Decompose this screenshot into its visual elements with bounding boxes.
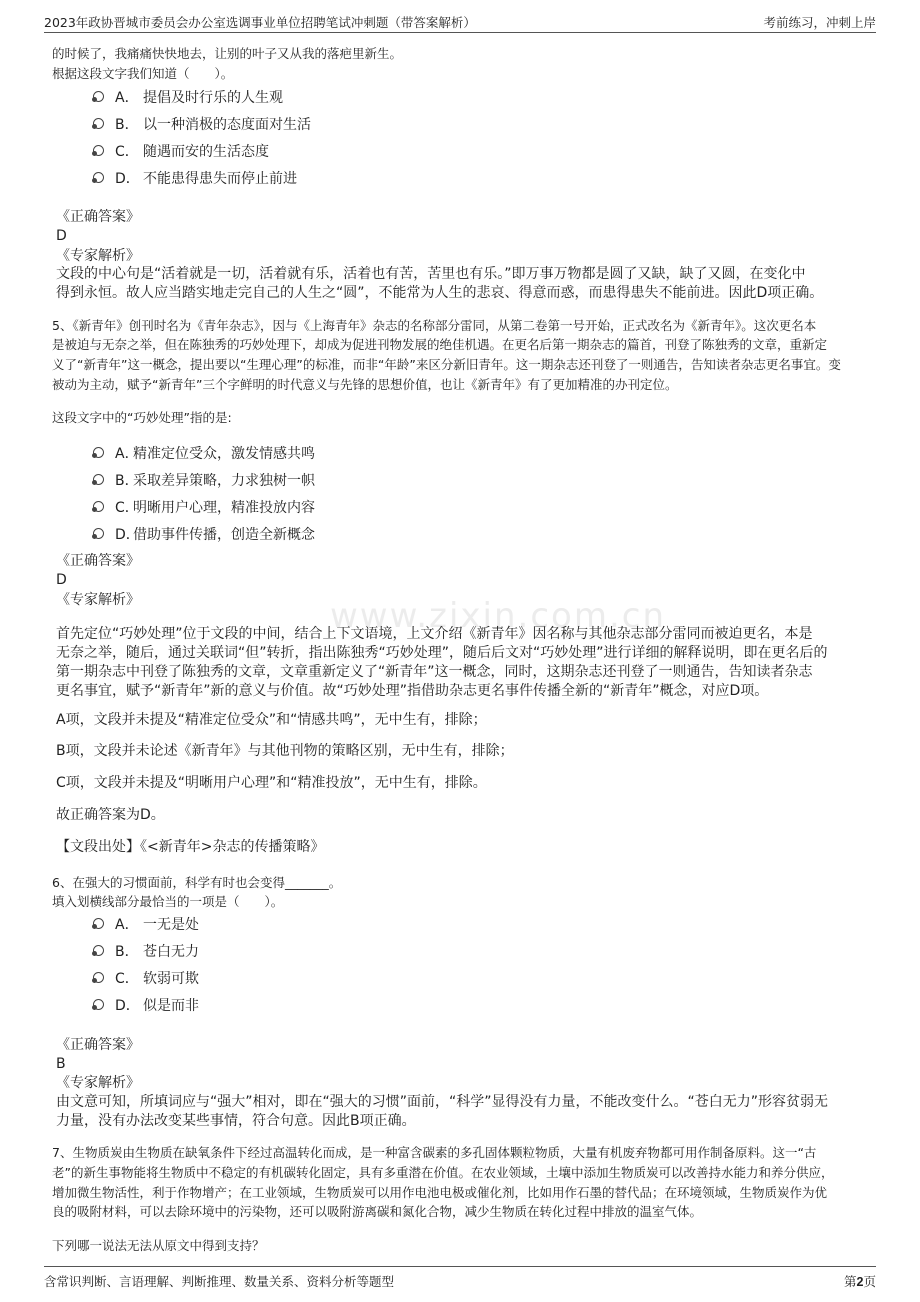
q5-passage-line: 5、《新青年》创刊时名为《青年杂志》，因与《上海青年》杂志的名称部分雷同，从第二卷第一号开始，正式改名为《新青年》。这次更名本 xyxy=(52,318,817,333)
q6-stem: 6、在强大的习惯面前，科学有时也会变得_______。 xyxy=(52,875,342,890)
q4-analysis-label: 《专家解析》 xyxy=(56,248,140,264)
q5-analysis-line: 无奈之举，随后，通过关联词“但”转折，指出陈独秀“巧妙处理”，随后后文对“巧妙处理”进行详细的解释说明，即在更名后的 xyxy=(56,645,828,661)
q7-passage-line: 7、生物质炭由生物质在缺氧条件下经过高温转化而成，是一种富含碳素的多孔固体颗粒物质，大量有机废弃物都可用作制备原料。这一“古 xyxy=(52,1145,817,1160)
radio-icon[interactable] xyxy=(93,91,104,102)
q4-prompt: 根据这段文字我们知道（ ）。 xyxy=(52,66,234,81)
q5-source: 【文段出处】《<新青年>杂志的传播策略》 xyxy=(56,839,325,855)
q5-conclusion: 故正确答案为D。 xyxy=(56,807,165,823)
q5-analysis-line: 第一期杂志中刊登了陈独秀的文章，文章重新定义了“新青年”这一概念，同时，这期杂志还刊登了一则通告，告知读者杂志 xyxy=(56,664,813,680)
radio-icon[interactable] xyxy=(93,528,104,539)
watermark: www.zixin.com.cn xyxy=(330,596,666,636)
q5-note-b: B项，文段并未论述《新青年》与其他刊物的策略区别，无中生有，排除； xyxy=(56,743,514,759)
q4-answer-label: 《正确答案》 xyxy=(56,209,140,225)
q6-answer: B xyxy=(56,1056,66,1072)
q5-passage-line: 被动为主动，赋予“新青年”三个字鲜明的时代意义与先锋的思想价值，也让《新青年》有了更加精准的办刊定位。 xyxy=(52,377,678,392)
q5-prompt: 这段文字中的“巧妙处理”指的是: xyxy=(52,410,232,425)
radio-icon[interactable] xyxy=(93,447,104,458)
q5-note-a: A项，文段并未提及“精准定位受众”和“情感共鸣”，无中生有，排除； xyxy=(56,712,487,728)
radio-icon[interactable] xyxy=(93,501,104,512)
radio-icon[interactable] xyxy=(93,172,104,183)
q6-analysis-line: 由文意可知，所填词应与“强大”相对，即在“强大的习惯”面前，“科学”显得没有力量，不能改变什么。“苍白无力”形容贫弱无 xyxy=(56,1094,829,1110)
radio-icon[interactable] xyxy=(93,145,104,156)
q5-answer-label: 《正确答案》 xyxy=(56,553,140,569)
q4-answer: D xyxy=(56,228,67,244)
q4-analysis-line: 文段的中心句是“活着就是一切，活着就有乐，活着也有苦，苦里也有乐。”即万事万物都是圆了又缺，缺了又圆，在变化中 xyxy=(56,266,806,282)
q5-passage-line: 是被迫与无奈之举，但在陈独秀的巧妙处理下，却成为促进刊物发展的绝佳机遇。在更名后第一期杂志的篇首，刊登了陈独秀的文章，重新定 xyxy=(52,337,828,352)
header-tagline: 考前练习，冲刺上岸 xyxy=(763,15,876,30)
q5-analysis-line: 首先定位“巧妙处理”位于文段的中间，结合上下文语境，上文介绍《新青年》因名称与其他杂志部分雷同而被迫更名，本是 xyxy=(56,626,813,642)
page-footer xyxy=(44,1266,876,1291)
q6-answer-label: 《正确答案》 xyxy=(56,1037,140,1053)
q6-analysis-label: 《专家解析》 xyxy=(56,1075,140,1091)
q7-passage-line: 老”的新生事物能将生物质中不稳定的有机碳转化固定，具有多重潜在价值。在农业领域，土壤中添加生物质炭可以改善持水能力和养分供应， xyxy=(52,1165,834,1180)
q6-prompt: 填入划横线部分最恰当的一项是（ ）。 xyxy=(52,894,284,909)
q5-passage-line: 义了“新青年”这一概念，提出要以“生理心理”的标准，而非“年龄”来区分新旧青年。这一期杂志还刊登了一则通告，告知读者杂志更名事宜。变 xyxy=(52,357,841,372)
q5-answer: D xyxy=(56,572,67,588)
radio-icon[interactable] xyxy=(93,972,104,983)
page-content: 的时候了，我痛痛快快地去，让别的叶子又从我的落疤里新生。 根据这段文字我们知道（ ）。 A． 提倡及时行乐的人生观 B． 以一种消极的态度面对生活 C． 随遇而安的生活态度 D． 不能患得患失而停止前进 《正确答案》 D 《专家解析》 文段的中心句是“活着就是一切，活着就有乐，活着也有苦，苦里也有乐。”即万事万物都是圆了又缺，缺了又圆，在变化中 得到永恒。故人应当踏实地走完自己的人生之“圆”，不能常为人生的悲哀、得意而惑，而患得患失不能前进。因此D项正确。 5、《新青年》创刊时名为《青年杂志》，因与《上海青年》杂志的名称部分雷同，从第二卷第一号开始，正式改名为《新青年》。这次更名本 是被迫与无奈之举，但在陈独秀的巧妙处理下，却成为促进刊物发展的绝佳机遇。在更名后第一期杂志的篇首，刊登了陈独秀的文章，重新定 义了“新青年”这一概念，提出要以“生理心理”的标准，而非“年龄”来区分新旧青年。这一期杂志还刊登了一则通告，告知读者杂志更名事宜。变 被动为主动，赋予“新青年”三个字鲜明的时代意义与先锋的思想价值，也让《新青年》有了更加精准的办刊定位。 这段文字中的“巧妙处理”指的是: A． 精准定位受众，激发情感共鸣 B． 采取差异策略，力求独树一帜 C． 明晰用户心理，精准投放内容 D． 借助事件传播，创造全新概念 《正确答案》 D 《专家解析》 首先定位“巧妙处理”位于文段的中间，结合上下文语境，上文介绍《新青年》因名称与其他杂志部分雷同而被迫更名，本是 无奈之举，随后，通过关联词“但”转折，指出陈独秀“巧妙处理”，随后后文对“巧妙处理”进行详细的解释说明，即在更名后的 第一期杂志中刊登了陈独秀的文章，文章重新定义了“新青年”这一概念，同时，这期杂志还刊登了一则通告，告知读者杂志 更名事宜，赋予“新青年”新的意义与价值。故“巧妙处理”指借助杂志更名事件传播全新的“新青年”概念，对应D项。 A项，文段并未提及“精准定位受众”和“情感共鸣”，无中生有，排除； B项，文段并未论述《新青年》与其他刊物的策略区别，无中生有，排除； C项，文段并未提及“明晰用户心理”和“精准投放”，无中生有，排除。 故正确答案为D。 【文段出处】《<新青年>杂志的传播策略》 6、在强大的习惯面前，科学有时也会变得_______。 填入划横线部分最恰当的一项是（ ）。 A． 一无是处 B． 苍白无力 C． 软弱可欺 D． 似是而非 《正确答案》 B 《专家解析》 由文意可知，所填词应与“强大”相对，即在“强大的习惯”面前，“科学”显得没有力量，不能改变什么。“苍白无力”形容贫弱无 力量，没有办法改变某些事情，符合句意。因此B项正确。 7、生物质炭由生物质在缺氧条件下经过高温转化而成，是一种富含碳素的多孔固体颗粒物质，大量有机废弃物都可用作制备原料。这一“古 老”的新生事物能将生物质中不稳定的有机碳转化固定，具有多重潜在价值。在农业领域，土壤中添加生物质炭可以改善持水能力和养分供应， 增加微生物活性，利于作物增产；在工业领域，生物质炭可以用作电池电极或催化剂，比如用作石墨的替代品；在环境领域，生物质炭作为优 良的吸附材料，可以去除环境中的污染物，还可以吸附游离碳和氮化合物，减少生物质在转化过程中排放的温室气体。 下列哪一说法无法从原文中得到支持？ xyxy=(0,0,920,1302)
q7-prompt: 下列哪一说法无法从原文中得到支持？ xyxy=(52,1238,265,1253)
footer-topics: 含常识判断、言语理解、判断推理、数量关系、资料分析等题型 xyxy=(44,1274,395,1289)
q7-passage-line: 良的吸附材料，可以去除环境中的污染物，还可以吸附游离碳和氮化合物，减少生物质在转化过程中排放的温室气体。 xyxy=(52,1204,703,1219)
q4-analysis-line: 得到永恒。故人应当踏实地走完自己的人生之“圆”，不能常为人生的悲哀、得意而惑，而患得患失不能前进。因此D项正确。 xyxy=(56,285,824,301)
q5-analysis-label: 《专家解析》 xyxy=(56,592,140,608)
q5-analysis-line: 更名事宜，赋予“新青年”新的意义与价值。故“巧妙处理”指借助杂志更名事件传播全新的“新青年”概念，对应D项。 xyxy=(56,683,769,699)
page-number: 第2页 xyxy=(844,1274,876,1289)
radio-icon[interactable] xyxy=(93,918,104,929)
radio-icon[interactable] xyxy=(93,945,104,956)
radio-icon[interactable] xyxy=(93,474,104,485)
q5-note-c: C项，文段并未提及“明晰用户心理”和“精准投放”，无中生有，排除。 xyxy=(56,775,487,791)
q7-passage-line: 增加微生物活性，利于作物增产；在工业领域，生物质炭可以用作电池电极或催化剂，比如用作石墨的替代品；在环境领域，生物质炭作为优 xyxy=(52,1185,828,1200)
q6-analysis-line: 力量，没有办法改变某些事情，符合句意。因此B项正确。 xyxy=(56,1113,416,1129)
document-title: 2023年政协晋城市委员会办公室选调事业单位招聘笔试冲刺题（带答案解析） xyxy=(44,15,476,30)
radio-icon[interactable] xyxy=(93,999,104,1010)
radio-icon[interactable] xyxy=(93,118,104,129)
q4-passage-tail: 的时候了，我痛痛快快地去，让别的叶子又从我的落疤里新生。 xyxy=(52,46,403,61)
